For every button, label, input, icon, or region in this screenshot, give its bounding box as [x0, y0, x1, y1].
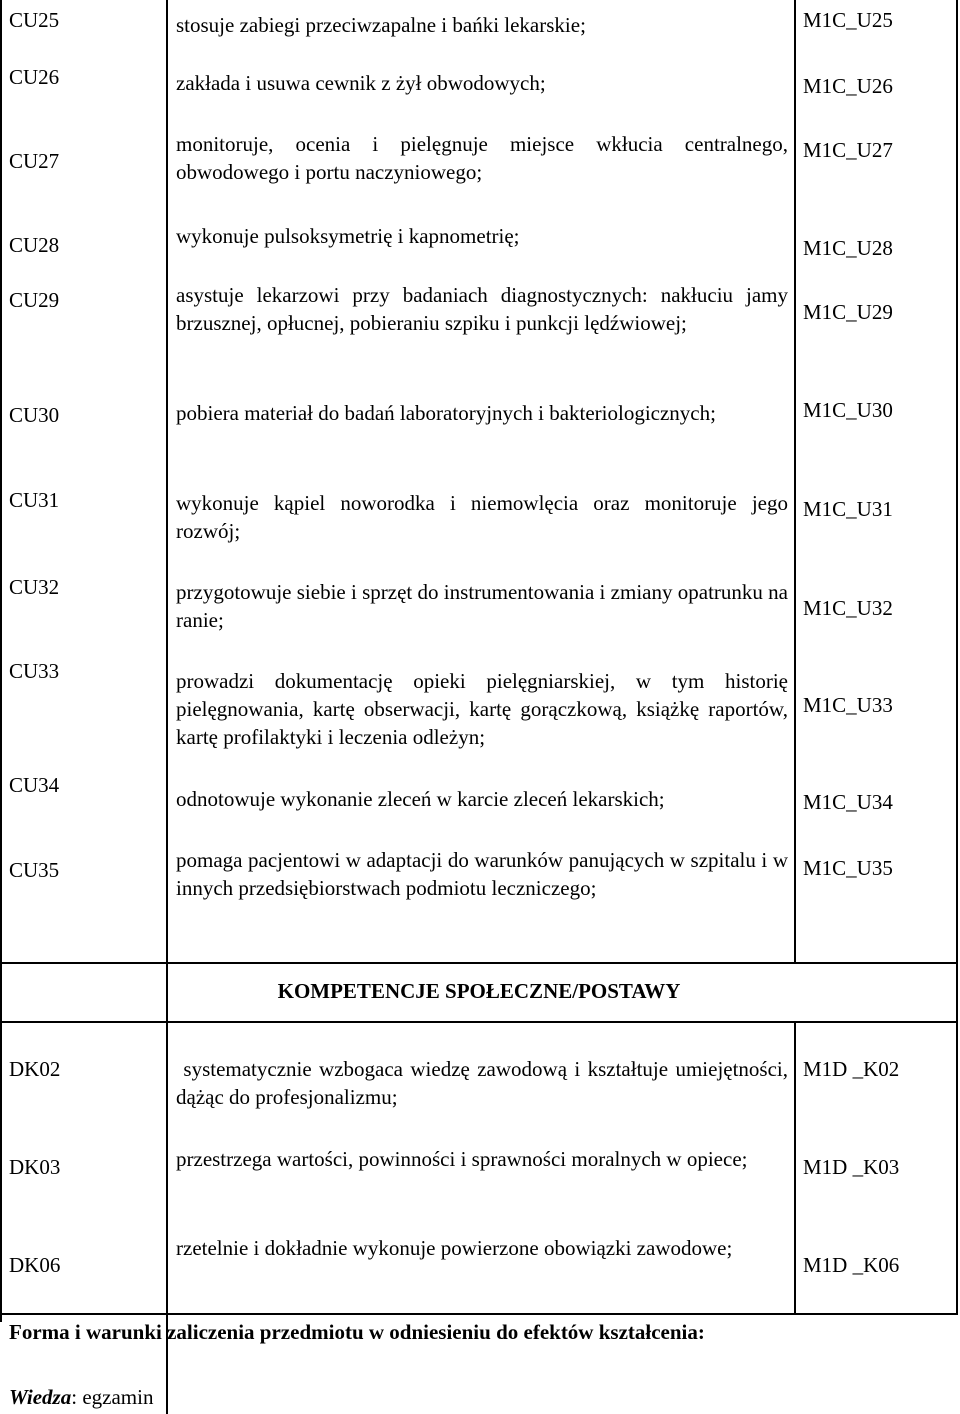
row-reference: M1C_U35 — [803, 856, 893, 880]
row-code: CU28 — [9, 233, 60, 257]
row-code: CU33 — [9, 659, 60, 683]
competence-heading: KOMPETENCJE SPOŁECZNE/POSTAWY — [277, 979, 681, 1003]
row-description: pomaga pacjentowi w adaptacji do warunków panujących w szpitalu i w innych przedsiębiorstwach podmiotu leczniczego; — [176, 848, 788, 900]
row-reference: M1C_U32 — [803, 596, 893, 620]
table-border-bottom — [0, 1313, 958, 1315]
row-code: CU26 — [9, 65, 60, 89]
row-description: odnotowuje wykonanie zleceń w karcie zleceń lekarskich; — [176, 787, 665, 811]
table-border-heading-bottom — [0, 1021, 958, 1023]
row-reference: M1C_U27 — [803, 138, 893, 162]
row-reference: M1C_U34 — [803, 790, 893, 814]
row-reference: M1C_U33 — [803, 693, 893, 717]
row-description: asystuje lekarzowi przy badaniach diagnostycznych: nakłuciu jamy brzusznej, opłucnej, pobieraniu szpiku i punkcji lędźwiowej; — [176, 283, 788, 335]
row-code: CU27 — [9, 149, 60, 173]
row-code: DK03 — [9, 1155, 61, 1179]
row-reference: M1C_U28 — [803, 236, 893, 260]
row-description: stosuje zabiegi przeciwzapalne i bańki lekarskie; — [176, 13, 586, 37]
table-border-heading-top — [0, 962, 958, 964]
row-code: CU29 — [9, 288, 60, 312]
row-description: prowadzi dokumentację opieki pielęgniarskiej, w tym historię pielęgnowania, kartę obserwacji, kartę gorączkową, książkę raportów, kartę profilaktyki i leczenia odleżyn; — [176, 669, 788, 749]
row-reference: M1C_U29 — [803, 300, 893, 324]
row-description: rzetelnie i dokładnie wykonuje powierzone obowiązki zawodowe; — [176, 1236, 733, 1260]
row-reference: M1C_U30 — [803, 398, 893, 422]
row-code: CU31 — [9, 488, 60, 512]
row-reference: M1C_U26 — [803, 74, 893, 98]
row-description: wykonuje kąpiel noworodka i niemowlęcia oraz monitoruje jego rozwój; — [176, 491, 788, 543]
table-border-col2-lower — [794, 1022, 796, 1314]
row-code: CU32 — [9, 575, 60, 599]
table-border-left — [0, 0, 2, 1322]
table-border-col1 — [166, 0, 168, 1414]
row-description: zakłada i usuwa cewnik z żył obwodowych; — [176, 71, 546, 95]
assessment-form-title: Forma i warunki zaliczenia przedmiotu w odniesieniu do efektów kształcenia: — [9, 1320, 705, 1344]
table-border-col2 — [794, 0, 796, 963]
row-code: CU35 — [9, 858, 60, 882]
row-reference: M1C_U31 — [803, 497, 893, 521]
knowledge-line — [9, 1383, 153, 1411]
row-reference: M1D _K02 — [803, 1057, 900, 1081]
row-description: pobiera materiał do badań laboratoryjnych i bakteriologicznych; — [176, 401, 716, 425]
row-description: przestrzega wartości, powinności i sprawności moralnych w opiece; — [176, 1147, 748, 1171]
knowledge-label: Wiedza — [9, 1385, 72, 1409]
row-description: przygotowuje siebie i sprzęt do instrumentowania i zmiany opatrunku na ranie; — [176, 580, 788, 632]
row-reference: M1D _K03 — [803, 1155, 900, 1179]
row-code: DK06 — [9, 1253, 61, 1277]
row-code: CU34 — [9, 773, 60, 797]
row-code: CU25 — [9, 8, 60, 32]
knowledge-value: : egzamin — [71, 1385, 154, 1409]
row-description: systematycznie wzbogaca wiedzę zawodową i kształtuje umiejętności, dążąc do profesjonalizmu; — [176, 1057, 794, 1109]
row-code: CU30 — [9, 403, 60, 427]
row-code: DK02 — [9, 1057, 61, 1081]
row-description: monitoruje, ocenia i pielęgnuje miejsce wkłucia centralnego, obwodowego i portu naczyniowego; — [176, 132, 788, 184]
row-description: wykonuje pulsoksymetrię i kapnometrię; — [176, 224, 520, 248]
table-border-right — [956, 0, 958, 1314]
row-reference: M1C_U25 — [803, 8, 893, 32]
row-reference: M1D _K06 — [803, 1253, 900, 1277]
